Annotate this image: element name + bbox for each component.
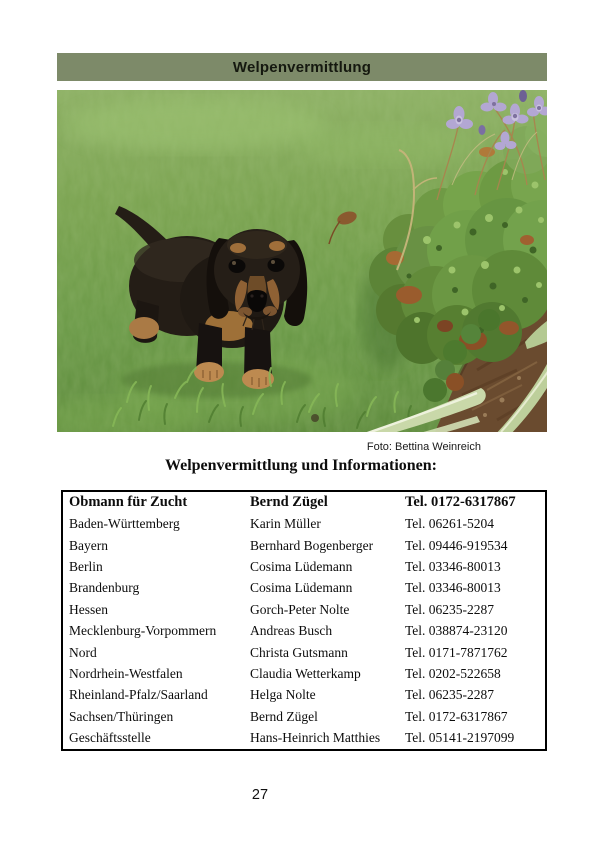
region-cell: Rheinland-Pfalz/Saarland	[69, 687, 208, 703]
table-row	[63, 492, 545, 513]
table-row	[63, 642, 545, 663]
name-cell: Hans-Heinrich Matthies	[250, 730, 381, 745]
name-cell: Christa Gutsmann	[250, 644, 348, 660]
region-cell: Obmann für Zucht	[69, 494, 188, 511]
puppy-photo-illustration	[57, 90, 547, 432]
table-row	[63, 663, 545, 684]
table-row	[63, 728, 545, 749]
region-cell: Mecklenburg-Vorpommern	[69, 623, 217, 639]
name-cell: Cosima Lüdemann	[250, 580, 353, 596]
table-row	[63, 535, 545, 556]
region-cell: Geschäftsstelle	[69, 730, 151, 745]
puppy-photo	[57, 90, 547, 432]
region-cell: Brandenburg	[69, 580, 140, 596]
page-title: Welpenvermittlung	[232, 58, 372, 76]
phone-cell: Tel. 0202-522658	[405, 665, 501, 681]
table-row	[63, 621, 545, 642]
table-row	[63, 599, 545, 620]
name-cell: Bernd Zügel	[250, 494, 328, 511]
section-heading: Welpenvermittlung und Informationen:	[164, 457, 437, 474]
region-cell: Baden-Württemberg	[69, 516, 180, 532]
phone-cell: Tel. 0172-6317867	[405, 494, 516, 511]
contacts-table	[61, 490, 547, 751]
name-cell: Karin Müller	[250, 516, 321, 532]
region-cell: Bayern	[69, 537, 108, 553]
phone-cell: Tel. 038874-23120	[405, 623, 508, 639]
table-row	[63, 557, 545, 578]
phone-cell: Tel. 05141-2197099	[405, 730, 515, 745]
page-number: 27	[251, 787, 269, 803]
phone-cell: Tel. 03346-80013	[405, 580, 501, 596]
phone-cell: Tel. 06235-2287	[405, 601, 495, 617]
phone-cell: Tel. 09446-919534	[405, 537, 508, 553]
name-cell: Gorch-Peter Nolte	[250, 601, 350, 617]
region-cell: Nord	[69, 644, 97, 660]
region-cell: Hessen	[69, 601, 108, 617]
page-title-bar	[57, 53, 547, 81]
photo-credit: Foto: Bettina Weinreich	[366, 441, 481, 453]
phone-cell: Tel. 06261-5204	[405, 516, 495, 532]
region-cell: Sachsen/Thüringen	[69, 708, 174, 724]
table-row	[63, 578, 545, 599]
phone-cell: Tel. 03346-80013	[405, 559, 501, 574]
name-cell: Helga Nolte	[250, 687, 316, 703]
region-cell: Berlin	[69, 559, 103, 574]
table-row	[63, 514, 545, 535]
name-cell: Bernd Zügel	[250, 708, 318, 724]
name-cell: Bernhard Bogenberger	[250, 537, 374, 553]
region-cell: Nordrhein-Westfalen	[69, 665, 183, 681]
name-cell: Andreas Busch	[250, 623, 333, 639]
table-row	[63, 685, 545, 706]
name-cell: Cosima Lüdemann	[250, 559, 353, 574]
table-row	[63, 706, 545, 727]
phone-cell: Tel. 0171-7871762	[405, 644, 508, 660]
phone-cell: Tel. 06235-2287	[405, 687, 495, 703]
phone-cell: Tel. 0172-6317867	[405, 708, 508, 724]
name-cell: Claudia Wetterkamp	[250, 665, 361, 681]
